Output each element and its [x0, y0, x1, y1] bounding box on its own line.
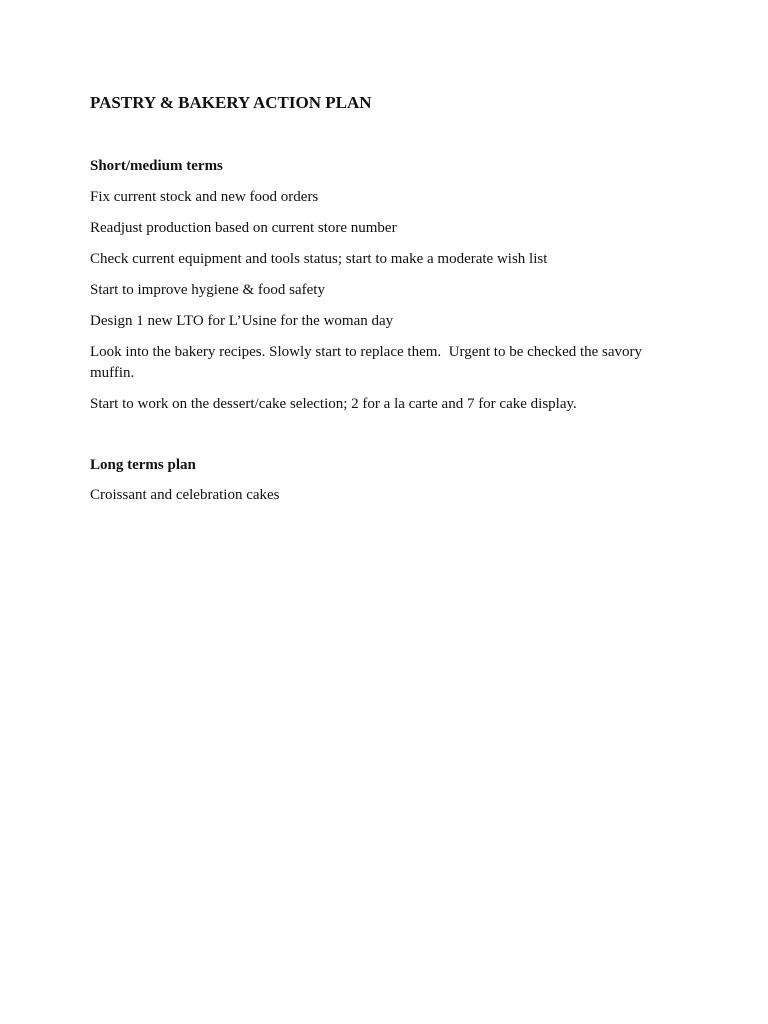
short-term-item: Fix current stock and new food orders [90, 189, 319, 205]
long-term-section [90, 455, 670, 506]
long-term-heading: Long terms plan [90, 457, 196, 473]
long-term-item: Croissant and celebration cakes [90, 487, 280, 503]
short-term-item: Design 1 new LTO for L’Usine for the woman day [90, 313, 394, 329]
short-term-item: Readjust production based on current store number [90, 220, 397, 236]
short-term-item: Start to work on the dessert/cake selection; 2 for a la carte and 7 for cake display. [90, 395, 577, 412]
short-term-item: Check current equipment and tools status; start to make a moderate wish list [90, 251, 548, 267]
document-title: PASTRY & BAKERY ACTION PLAN [90, 93, 372, 112]
short-term-section [90, 156, 670, 425]
short-term-heading: Short/medium terms [90, 158, 223, 174]
short-term-item: Start to improve hygiene & food safety [90, 282, 325, 298]
short-term-item: Look into the bakery recipes. Slowly start to replace them. Urgent to be checked the savory muffin. [90, 344, 646, 381]
